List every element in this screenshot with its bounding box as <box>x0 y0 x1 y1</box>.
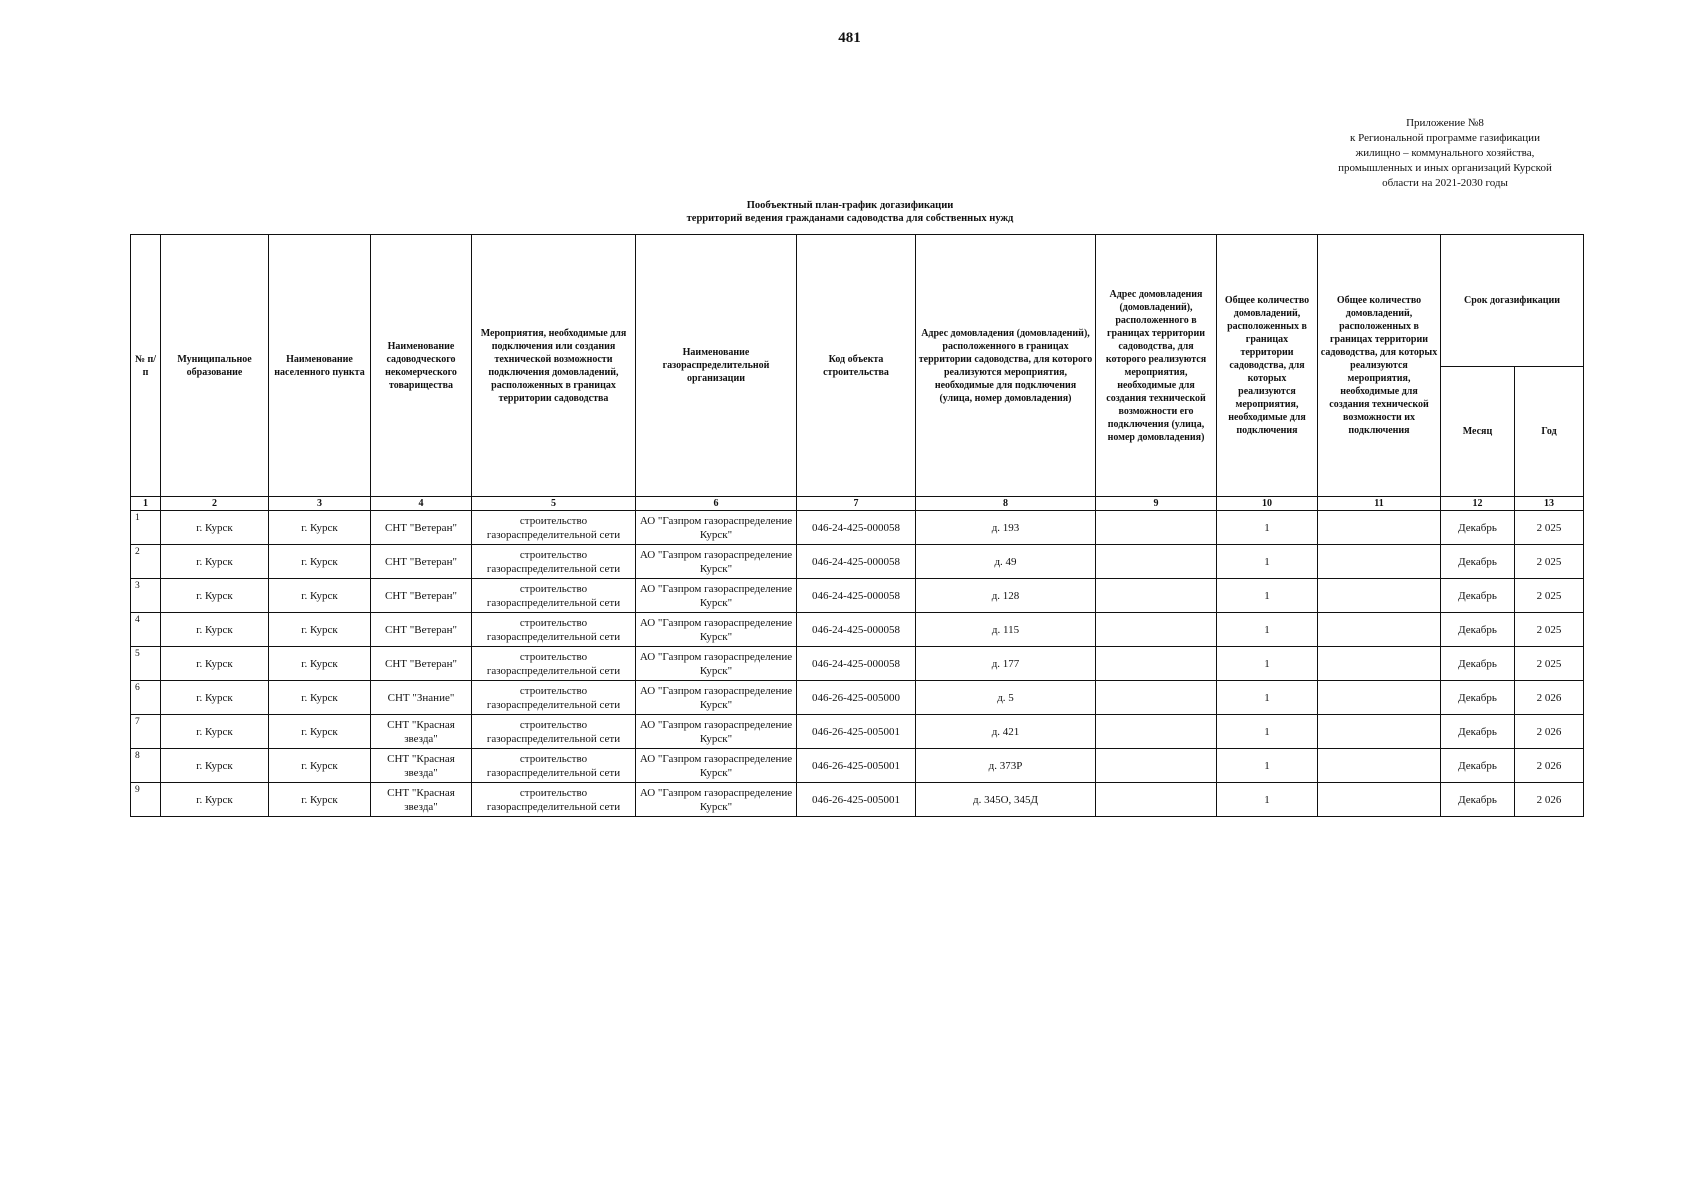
cell-measures: строительство газораспределительной сети <box>472 681 636 715</box>
table-row <box>131 715 1584 749</box>
cell-object-code: 046-24-425-000058 <box>797 545 916 579</box>
column-number: 13 <box>1515 497 1584 511</box>
cell-gas-organization: АО "Газпром газораспределение Курск" <box>636 545 797 579</box>
document-title <box>560 199 1140 225</box>
cell-gas-organization: АО "Газпром газораспределение Курск" <box>636 749 797 783</box>
cell-address-technical <box>1096 647 1217 681</box>
cell-object-code: 046-26-425-005000 <box>797 681 916 715</box>
cell-count-technical <box>1318 613 1441 647</box>
header-cell-municipality: Муниципальное образование <box>161 235 269 497</box>
column-number: 11 <box>1318 497 1441 511</box>
cell-object-code: 046-24-425-000058 <box>797 511 916 545</box>
cell-row-number: 9 <box>131 783 161 817</box>
cell-count-technical <box>1318 783 1441 817</box>
cell-partnership: СНТ "Ветеран" <box>371 511 472 545</box>
cell-locality: г. Курск <box>269 681 371 715</box>
cell-measures: строительство газораспределительной сети <box>472 545 636 579</box>
cell-address-connection: д. 421 <box>916 715 1096 749</box>
table-row <box>131 647 1584 681</box>
header-cell-number: № п/п <box>131 235 161 497</box>
cell-measures: строительство газораспределительной сети <box>472 511 636 545</box>
document-title-line-2: территорий ведения гражданами садоводства для собственных нужд <box>686 213 1014 224</box>
table-row <box>131 783 1584 817</box>
column-number: 9 <box>1096 497 1217 511</box>
cell-municipality: г. Курск <box>161 579 269 613</box>
cell-row-number: 2 <box>131 545 161 579</box>
cell-measures: строительство газораспределительной сети <box>472 783 636 817</box>
cell-object-code: 046-24-425-000058 <box>797 647 916 681</box>
cell-municipality: г. Курск <box>161 715 269 749</box>
cell-measures: строительство газораспределительной сети <box>472 613 636 647</box>
cell-count-connection: 1 <box>1217 647 1318 681</box>
cell-count-connection: 1 <box>1217 715 1318 749</box>
header-cell-locality: Наименование населенного пункта <box>269 235 371 497</box>
cell-gas-organization: АО "Газпром газораспределение Курск" <box>636 647 797 681</box>
cell-locality: г. Курск <box>269 511 371 545</box>
cell-gas-organization: АО "Газпром газораспределение Курск" <box>636 613 797 647</box>
cell-month: Декабрь <box>1441 647 1515 681</box>
cell-address-technical <box>1096 511 1217 545</box>
cell-locality: г. Курск <box>269 749 371 783</box>
cell-gas-organization: АО "Газпром газораспределение Курск" <box>636 511 797 545</box>
cell-year: 2 025 <box>1515 647 1584 681</box>
cell-municipality: г. Курск <box>161 647 269 681</box>
cell-count-technical <box>1318 647 1441 681</box>
table-row <box>131 681 1584 715</box>
column-number-row <box>131 497 1584 511</box>
cell-year: 2 025 <box>1515 579 1584 613</box>
cell-partnership: СНТ "Ветеран" <box>371 579 472 613</box>
cell-address-connection: д. 49 <box>916 545 1096 579</box>
header-cell-month: Месяц <box>1441 367 1515 497</box>
cell-municipality: г. Курск <box>161 681 269 715</box>
cell-row-number: 7 <box>131 715 161 749</box>
cell-row-number: 8 <box>131 749 161 783</box>
cell-partnership: СНТ "Красная звезда" <box>371 715 472 749</box>
column-number: 12 <box>1441 497 1515 511</box>
cell-count-connection: 1 <box>1217 579 1318 613</box>
cell-count-connection: 1 <box>1217 613 1318 647</box>
cell-partnership: СНТ "Ветеран" <box>371 613 472 647</box>
header-cell-count-technical: Общее количество домовладений, расположенных в границах территории садоводства, для которых реализуются мероприятия, необходимые для создания технической возможности их подключения <box>1318 235 1441 497</box>
column-number: 10 <box>1217 497 1318 511</box>
gasification-plan-table <box>130 234 1584 817</box>
cell-address-connection: д. 5 <box>916 681 1096 715</box>
cell-municipality: г. Курск <box>161 511 269 545</box>
cell-year: 2 026 <box>1515 749 1584 783</box>
cell-row-number: 6 <box>131 681 161 715</box>
cell-gas-organization: АО "Газпром газораспределение Курск" <box>636 681 797 715</box>
cell-year: 2 026 <box>1515 681 1584 715</box>
cell-locality: г. Курск <box>269 613 371 647</box>
column-number: 2 <box>161 497 269 511</box>
cell-partnership: СНТ "Красная звезда" <box>371 749 472 783</box>
cell-year: 2 025 <box>1515 545 1584 579</box>
column-number: 8 <box>916 497 1096 511</box>
cell-row-number: 4 <box>131 613 161 647</box>
column-number: 3 <box>269 497 371 511</box>
cell-municipality: г. Курск <box>161 613 269 647</box>
cell-object-code: 046-26-425-005001 <box>797 783 916 817</box>
column-number: 7 <box>797 497 916 511</box>
cell-object-code: 046-26-425-005001 <box>797 715 916 749</box>
appendix-note <box>1300 116 1590 191</box>
cell-locality: г. Курск <box>269 715 371 749</box>
cell-measures: строительство газораспределительной сети <box>472 647 636 681</box>
header-cell-address-technical: Адрес домовладения (домовладений), расположенного в границах территории садоводства, для которого реализуются мероприятия, необходимые для создания технической возможности его подключения (улица, номер домовладения) <box>1096 235 1217 497</box>
header-cell-gas-organization: Наименование газораспределительной организации <box>636 235 797 497</box>
cell-address-technical <box>1096 749 1217 783</box>
cell-address-connection: д. 193 <box>916 511 1096 545</box>
cell-year: 2 026 <box>1515 715 1584 749</box>
cell-locality: г. Курск <box>269 545 371 579</box>
header-cell-count-connection: Общее количество домовладений, расположенных в границах территории садоводства, для которых реализуются мероприятия, необходимые для подключения <box>1217 235 1318 497</box>
cell-address-connection: д. 115 <box>916 613 1096 647</box>
cell-row-number: 5 <box>131 647 161 681</box>
header-cell-partnership: Наименование садоводческого некомерческого товарищества <box>371 235 472 497</box>
cell-row-number: 1 <box>131 511 161 545</box>
cell-address-connection: д. 373Р <box>916 749 1096 783</box>
table-row <box>131 511 1584 545</box>
appendix-line: Приложение №8 <box>1406 117 1484 129</box>
cell-gas-organization: АО "Газпром газораспределение Курск" <box>636 783 797 817</box>
cell-partnership: СНТ "Ветеран" <box>371 647 472 681</box>
cell-locality: г. Курск <box>269 647 371 681</box>
cell-address-technical <box>1096 613 1217 647</box>
table-row <box>131 579 1584 613</box>
appendix-line: области на 2021-2030 годы <box>1382 177 1508 189</box>
document-title-line-1: Пообъектный план-график догазификации <box>746 200 954 211</box>
cell-measures: строительство газораспределительной сети <box>472 715 636 749</box>
cell-measures: строительство газораспределительной сети <box>472 579 636 613</box>
cell-month: Декабрь <box>1441 579 1515 613</box>
cell-address-technical <box>1096 715 1217 749</box>
cell-count-connection: 1 <box>1217 545 1318 579</box>
page-number: 481 <box>838 30 861 46</box>
cell-count-technical <box>1318 749 1441 783</box>
cell-address-technical <box>1096 681 1217 715</box>
cell-count-technical <box>1318 715 1441 749</box>
table-row <box>131 545 1584 579</box>
cell-partnership: СНТ "Знание" <box>371 681 472 715</box>
cell-count-technical <box>1318 681 1441 715</box>
cell-count-technical <box>1318 545 1441 579</box>
cell-month: Декабрь <box>1441 715 1515 749</box>
cell-municipality: г. Курск <box>161 783 269 817</box>
cell-month: Декабрь <box>1441 783 1515 817</box>
cell-gas-organization: АО "Газпром газораспределение Курск" <box>636 715 797 749</box>
cell-partnership: СНТ "Красная звезда" <box>371 783 472 817</box>
cell-count-connection: 1 <box>1217 681 1318 715</box>
header-cell-deadline: Срок догазификации <box>1441 235 1584 367</box>
header-cell-address-connection: Адрес домовладения (домовладений), расположенного в границах территории садоводства, для которого реализуются мероприятия, необходимые для подключения (улица, номер домовладения) <box>916 235 1096 497</box>
cell-year: 2 026 <box>1515 783 1584 817</box>
cell-count-technical <box>1318 511 1441 545</box>
table-row <box>131 613 1584 647</box>
cell-row-number: 3 <box>131 579 161 613</box>
appendix-line: промышленных и иных организаций Курской <box>1338 162 1552 174</box>
cell-month: Декабрь <box>1441 511 1515 545</box>
cell-month: Декабрь <box>1441 681 1515 715</box>
column-number: 4 <box>371 497 472 511</box>
header-cell-year: Год <box>1515 367 1584 497</box>
cell-month: Декабрь <box>1441 613 1515 647</box>
cell-object-code: 046-26-425-005001 <box>797 749 916 783</box>
cell-partnership: СНТ "Ветеран" <box>371 545 472 579</box>
cell-year: 2 025 <box>1515 613 1584 647</box>
cell-address-connection: д. 345О, 345Д <box>916 783 1096 817</box>
cell-object-code: 046-24-425-000058 <box>797 613 916 647</box>
cell-address-connection: д. 128 <box>916 579 1096 613</box>
header-cell-measures: Мероприятия, необходимые для подключения или создания технической возможности подключения домовладений, расположенных в границах территории садоводства <box>472 235 636 497</box>
cell-locality: г. Курск <box>269 783 371 817</box>
cell-locality: г. Курск <box>269 579 371 613</box>
appendix-line: к Региональной программе газификации <box>1350 132 1540 144</box>
cell-object-code: 046-24-425-000058 <box>797 579 916 613</box>
cell-count-connection: 1 <box>1217 749 1318 783</box>
cell-count-connection: 1 <box>1217 783 1318 817</box>
cell-gas-organization: АО "Газпром газораспределение Курск" <box>636 579 797 613</box>
table-row <box>131 749 1584 783</box>
cell-municipality: г. Курск <box>161 545 269 579</box>
cell-month: Декабрь <box>1441 545 1515 579</box>
column-number: 6 <box>636 497 797 511</box>
cell-count-connection: 1 <box>1217 511 1318 545</box>
cell-year: 2 025 <box>1515 511 1584 545</box>
cell-address-connection: д. 177 <box>916 647 1096 681</box>
cell-municipality: г. Курск <box>161 749 269 783</box>
cell-measures: строительство газораспределительной сети <box>472 749 636 783</box>
cell-address-technical <box>1096 783 1217 817</box>
cell-month: Декабрь <box>1441 749 1515 783</box>
cell-address-technical <box>1096 545 1217 579</box>
header-cell-object-code: Код объекта строительства <box>797 235 916 497</box>
cell-address-technical <box>1096 579 1217 613</box>
column-number: 1 <box>131 497 161 511</box>
column-number: 5 <box>472 497 636 511</box>
appendix-line: жилищно – коммунального хозяйства, <box>1355 147 1535 159</box>
cell-count-technical <box>1318 579 1441 613</box>
